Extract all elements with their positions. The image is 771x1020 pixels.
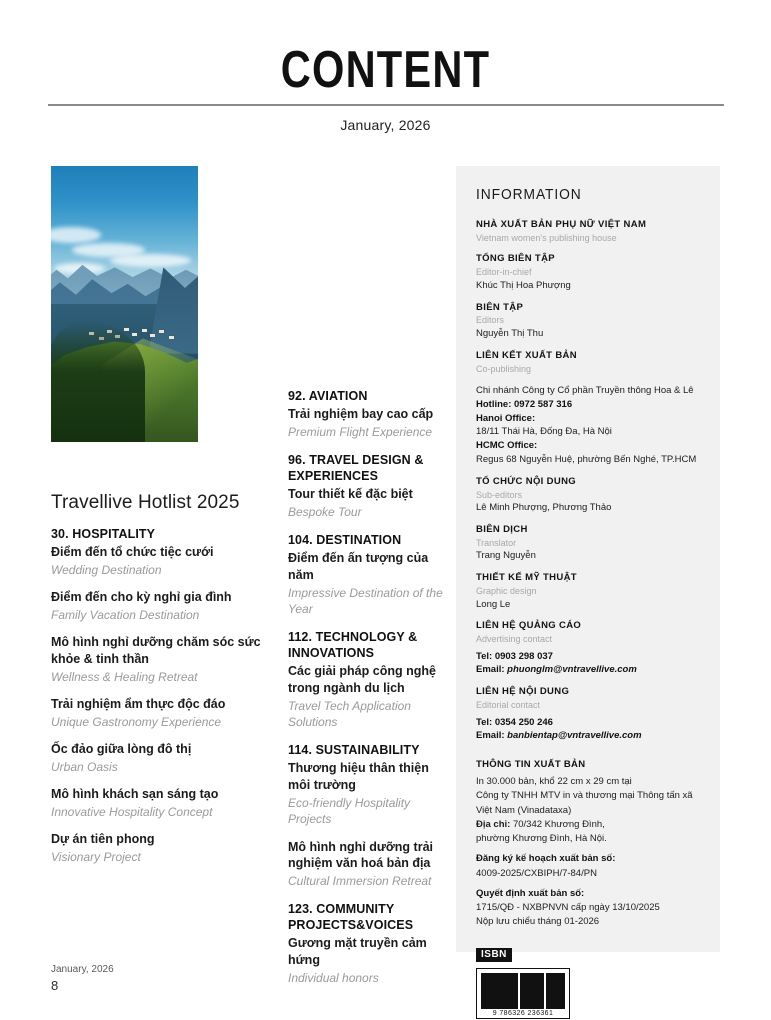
hcmc-office-label: HCMC Office: — [476, 440, 538, 452]
contact-label: LIÊN HỆ NỘI DUNG — [476, 686, 570, 698]
info-group — [476, 253, 700, 292]
entry-title-vi: Điểm đến tổ chức tiệc cưới — [51, 545, 214, 559]
hero-photo — [51, 166, 198, 442]
content-entry[interactable] — [51, 696, 271, 730]
section-title: 112. TECHNOLOGY & INNOVATIONS — [288, 630, 418, 661]
copublish-hotline: Hotline: 0972 587 316 — [476, 398, 573, 410]
entry-title-en: Visionary Project — [51, 850, 141, 865]
page-title: CONTENT — [280, 41, 491, 99]
contact-group — [476, 620, 700, 677]
info-group-label: BIÊN DỊCH — [476, 523, 528, 535]
info-group-subtitle: Graphic design — [476, 585, 537, 596]
content-entry[interactable] — [288, 760, 450, 827]
info-group — [476, 476, 700, 515]
contents-column — [288, 388, 450, 986]
entry-title-en: Family Vacation Destination — [51, 607, 200, 622]
printer-address-line-2: phường Khương Đình, Hà Nội. — [476, 833, 607, 845]
info-group-subtitle: Co-publishing — [476, 363, 532, 374]
entry-title-en: Premium Flight Experience — [288, 424, 433, 439]
info-group-label: LIÊN KẾT XUẤT BẢN — [476, 349, 577, 361]
entry-title-vi: Dự án tiên phong — [51, 832, 155, 847]
contact-phone[interactable]: Tel: 0354 250 246 — [476, 716, 553, 728]
contact-email-label: Email: — [476, 730, 505, 742]
section-title: 96. TRAVEL DESIGN & EXPERIENCES — [288, 453, 424, 484]
info-group-subtitle: Translator — [476, 537, 517, 548]
page-footer — [51, 962, 114, 994]
contact-group — [476, 686, 700, 743]
publishing-info — [476, 759, 700, 930]
barcode-bars — [481, 973, 565, 1009]
contact-email[interactable] — [476, 663, 700, 677]
content-entry[interactable] — [51, 786, 271, 820]
information-panel — [456, 166, 720, 1017]
hanoi-office-label: Hanoi Office: — [476, 412, 536, 424]
info-group — [476, 219, 700, 244]
contact-phone[interactable]: Tel: 0903 298 037 — [476, 650, 553, 662]
printer-address-line-1 — [476, 818, 700, 832]
info-group-value: Nguyễn Thị Thu — [476, 327, 544, 339]
content-entry[interactable] — [51, 589, 271, 623]
printer-line-1: Công ty TNHH MTV in và thương mại Thông tấn xã — [476, 790, 693, 802]
info-group — [476, 524, 700, 563]
content-entry[interactable] — [288, 486, 450, 520]
content-section[interactable] — [288, 629, 450, 730]
contact-email-value[interactable]: banbientap@vntravellive.com — [504, 730, 642, 742]
info-group-value: Lê Minh Phượng, Phương Thảo — [476, 502, 612, 514]
info-group-label: NHÀ XUẤT BẢN PHỤ NỮ VIỆT NAM — [476, 219, 647, 230]
content-entry[interactable] — [51, 741, 271, 775]
issue-date: January, 2026 — [340, 117, 431, 133]
hotlist-column — [51, 492, 271, 865]
copublish-details — [476, 384, 700, 467]
entry-title-vi: Gương mặt truyền cảm hứng — [288, 936, 427, 968]
content-entry[interactable] — [288, 406, 450, 440]
content-entry[interactable] — [288, 935, 450, 986]
entry-title-vi: Các giải pháp công nghệ trong ngành du lịch — [288, 664, 436, 696]
contact-email[interactable] — [476, 729, 700, 743]
publishing-info-title: THÔNG TIN XUẤT BẢN — [476, 759, 586, 771]
info-group — [476, 350, 700, 375]
registration-value: 4009-2025/CXBIPH/7-84/PN — [476, 867, 597, 879]
section-title: 123. COMMUNITY PROJECTS&VOICES — [288, 902, 414, 933]
content-entry[interactable] — [51, 831, 271, 865]
contact-subtitle: Advertising contact — [476, 634, 553, 645]
entry-title-en: Wedding Destination — [51, 562, 162, 577]
entry-title-vi: Mô hình nghỉ dưỡng chăm sóc sức khỏe & tinh thần — [51, 635, 261, 666]
info-group-value: Trang Nguyễn — [476, 550, 536, 562]
entry-title-en: Impressive Destination of the Year — [288, 585, 443, 617]
info-group-value: Khúc Thị Hoa Phượng — [476, 279, 571, 291]
address-value-1: 70/342 Khương Đình, — [512, 818, 605, 830]
isbn-area — [476, 944, 700, 1019]
printer-line-2: Việt Nam (Vinadataxa) — [476, 804, 572, 816]
entry-title-en: Innovative Hospitality Concept — [51, 805, 213, 820]
barcode — [476, 968, 570, 1019]
content-section[interactable] — [288, 452, 450, 520]
decision-value: 1715/QĐ - NXBPNVN cấp ngày 13/10/2025 — [476, 902, 660, 914]
info-group-label: TỔ CHỨC NỘI DUNG — [476, 475, 577, 487]
copublish-company: Chi nhánh Công ty Cổ phần Truyền thông Hoa & Lê — [476, 385, 694, 397]
contact-email-value[interactable]: phuonglm@vntravellive.com — [504, 664, 637, 676]
masthead-divider — [48, 104, 724, 106]
info-group — [476, 572, 700, 611]
entry-title-en: Travel Tech Application Solutions — [288, 699, 411, 730]
entry-title-en: Bespoke Tour — [288, 504, 362, 519]
left-sections — [51, 526, 271, 865]
info-group-subtitle: Editors — [476, 315, 505, 326]
entry-title-en: Unique Gastronomy Experience — [51, 714, 222, 729]
entry-title-en: Wellness & Healing Retreat — [51, 669, 198, 684]
entry-title-vi: Mô hình nghỉ dưỡng trải nghiệm văn hoá bản địa — [288, 839, 433, 871]
entry-title-en: Eco-friendly Hospitality Projects — [288, 796, 411, 827]
barcode-digits: 9 786326 236361 — [492, 1009, 554, 1017]
photo-foreground — [51, 321, 145, 442]
photo-cloud — [110, 254, 191, 266]
content-section[interactable] — [288, 388, 450, 440]
info-group-label: THIẾT KẾ MỸ THUẬT — [476, 572, 577, 584]
content-entry[interactable] — [51, 634, 271, 685]
entry-title-en: Individual honors — [288, 971, 379, 986]
entry-title-vi: Trải nghiệm ẩm thực độc đáo — [51, 697, 226, 712]
info-group-label: TỔNG BIÊN TẬP — [476, 253, 555, 265]
mid-sections — [288, 388, 450, 986]
entry-title-vi: Trải nghiệm bay cao cấp — [288, 407, 434, 421]
entry-title-vi: Điểm đến ấn tượng của năm — [288, 551, 429, 582]
entry-title-en: Urban Oasis — [51, 760, 118, 774]
hotlist-heading: Travellive Hotlist 2025 — [51, 492, 240, 513]
info-group-subtitle: Vietnam women's publishing house — [476, 232, 617, 243]
footer-issue-date: January, 2026 — [51, 964, 114, 975]
address-label: Địa chỉ: — [476, 818, 511, 830]
info-group-value: Long Le — [476, 598, 511, 610]
entry-title-en: Cultural Immersion Retreat — [288, 874, 432, 889]
registration-label: Đăng ký kế hoạch xuất bản số: — [476, 853, 616, 865]
entry-title-vi: Thương hiệu thân thiện môi trường — [288, 761, 429, 793]
section-title: 104. DESTINATION — [288, 533, 402, 548]
entry-title-vi: Mô hình khách sạn sáng tạo — [51, 787, 219, 802]
content-section[interactable] — [51, 526, 271, 865]
section-title: 92. AVIATION — [288, 389, 368, 403]
content-entry[interactable] — [288, 663, 450, 730]
masthead — [0, 41, 771, 99]
contact-label: LIÊN HỆ QUẢNG CÁO — [476, 620, 582, 632]
section-title: 114. SUSTAINABILITY — [288, 743, 420, 758]
decision-label: Quyết định xuất bản số: — [476, 887, 585, 899]
content-section[interactable] — [288, 901, 450, 986]
footer-page-number: 8 — [51, 978, 59, 993]
print-run-line: In 30.000 bản, khổ 22 cm x 29 cm tại — [476, 776, 632, 788]
content-entry[interactable] — [288, 839, 450, 890]
production-credits — [476, 476, 700, 612]
deposit-line: Nộp lưu chiểu tháng 01-2026 — [476, 916, 600, 928]
isbn-tag: ISBN — [476, 948, 512, 962]
contact-subtitle: Editorial contact — [476, 700, 541, 711]
section-title: 30. HOSPITALITY — [51, 527, 156, 541]
info-group — [476, 302, 700, 341]
info-group-subtitle: Editor-in-chief — [476, 267, 532, 278]
contact-email-label: Email: — [476, 664, 505, 676]
masthead-credits — [476, 219, 700, 375]
contact-blocks — [476, 620, 700, 743]
info-group-subtitle: Sub-editors — [476, 489, 523, 500]
entry-title-vi: Điểm đến cho kỳ nghỉ gia đình — [51, 590, 232, 605]
content-section[interactable] — [288, 742, 450, 889]
entry-title-vi: Tour thiết kế đặc biệt — [288, 487, 413, 502]
content-section[interactable] — [288, 532, 450, 617]
content-entry[interactable] — [51, 544, 271, 578]
info-group-label: BIÊN TẬP — [476, 301, 524, 313]
entry-title-vi: Ốc đảo giữa lòng đô thị — [51, 742, 192, 757]
information-heading: INFORMATION — [476, 186, 582, 203]
content-entry[interactable] — [288, 550, 450, 617]
hcmc-office-address: Regus 68 Nguyễn Huệ, phường Bến Nghé, TP.HCM — [476, 453, 697, 465]
hanoi-office-address: 18/11 Thái Hà, Đống Đa, Hà Nội — [476, 426, 612, 438]
